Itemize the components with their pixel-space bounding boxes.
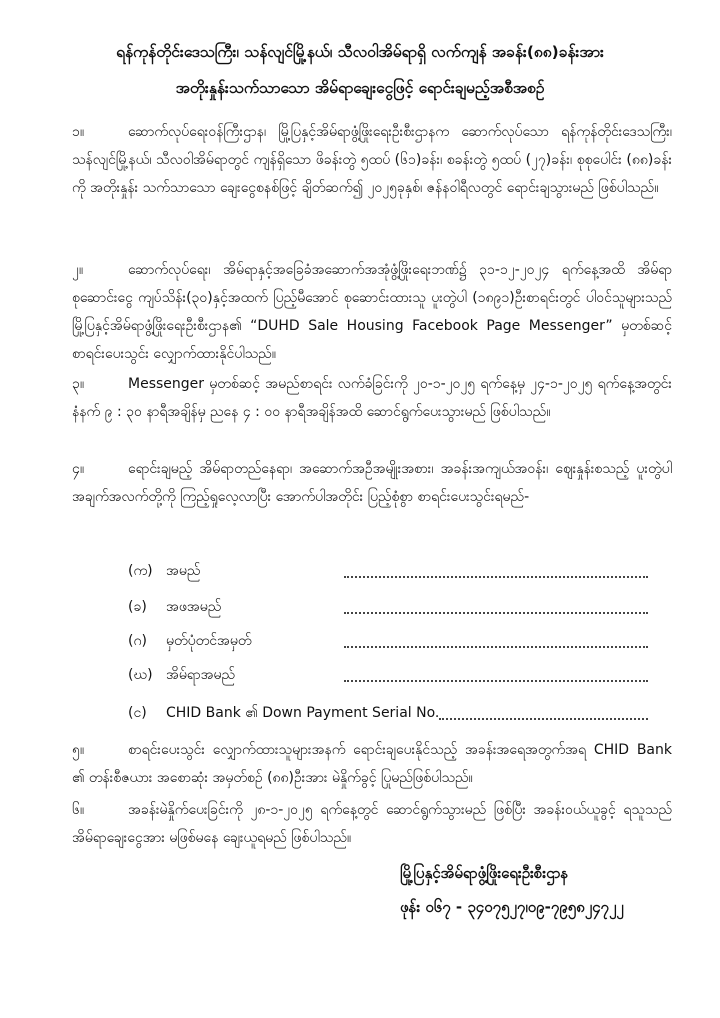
- form-field-father-name: [128, 592, 648, 618]
- field-letter: (င): [128, 705, 147, 721]
- field-label: အဖအမည်: [166, 599, 222, 615]
- paragraph-6: [72, 796, 672, 852]
- paragraph-number: ၄။: [72, 461, 85, 477]
- dotted-fill-line: [344, 600, 648, 614]
- paragraph-text: အခန်းမဲနှိုက်ပေးခြင်းကို ၂၈-၁-၂၀၂၅ ရက်နေ့တွင် ဆောင်ရွက်သွားမည် ဖြစ်ပြီး အခန်းဝယ်ယူခွင့် ရသူသည် အိမ်ရာချေးငွေအား မဖြစ်မနေ ချေးယူရမည် ဖြစ်ပါသည်။: [72, 802, 672, 846]
- paragraph-text: စာရင်းပေးသွင်း လျှောက်ထားသူများအနက် ရောင်းချပေးနိုင်သည့် အခန်းအရေအတွက်အရ CHID Bank ၏ တန်းစီဇယား အစောဆုံး အမှတ်စဉ် (၈၈)ဦးအား မဲနှိုက်ခွင့် ပြုမည်ဖြစ်ပါသည်။: [72, 742, 672, 786]
- paragraph-text: Messenger မှတစ်ဆင့် အမည်စာရင်း လက်ခံခြင်းကို ၂၀-၁-၂၀၂၅ ရက်နေ့မှ ၂၄-၁-၂၀၂၅ ရက်နေ့အတွင်း နံနက် ၉ : ၃၀ နာရီအချိန်မှ ညနေ ၄ : ၀၀ နာရီအချိန်အထိ ဆောင်ရွက်ပေးသွားမည် ဖြစ်ပါသည်။: [72, 376, 672, 420]
- paragraph-2: [72, 256, 672, 368]
- document-title-line-2: အတိုးနှုန်းသက်သာသော အိမ်ရာချေးငွေဖြင့် ရောင်းချမည့်အစီအစဉ်: [175, 79, 545, 97]
- field-letter: (ခ): [128, 599, 147, 615]
- paragraph-number: ၂။: [72, 262, 84, 278]
- field-letter: (ဃ): [128, 667, 153, 683]
- field-letter: (က): [128, 563, 153, 579]
- paragraph-number: ၁။: [72, 124, 85, 140]
- signature-department: မြို့ပြနှင့်အိမ်ရာဖွံ့ဖြိုးရေးဦးစီးဌာန: [400, 864, 569, 882]
- form-field-serial-no: [128, 698, 648, 724]
- dotted-fill-line: [344, 564, 648, 578]
- form-field-nrc-number: [128, 626, 648, 652]
- dotted-fill-line: [439, 706, 648, 720]
- dotted-fill-line: [344, 634, 648, 648]
- field-letter: (ဂ): [128, 633, 147, 649]
- form-field-name: [128, 556, 648, 582]
- field-label: အိမ်ရာအမည်: [166, 667, 236, 683]
- dotted-fill-line: [344, 668, 648, 682]
- paragraph-number: ၅။: [72, 742, 85, 758]
- signature-phone: ဖုန်း ၀၆၇ - ၃၄၀၇၅၂၇၊၀၉-၇၉၅၈၂၄၇၂၂: [400, 898, 624, 916]
- field-label: CHID Bank ၏ Down Payment Serial No.: [166, 705, 440, 721]
- paragraph-number: ၆။: [72, 802, 85, 818]
- field-label: မှတ်ပုံတင်အမှတ်: [166, 633, 252, 649]
- paragraph-number: ၃။: [72, 376, 85, 392]
- paragraph-text: ရောင်းချမည့် အိမ်ရာတည်နေရာ၊ အဆောက်အဦအမျိုးအစား၊ အခန်းအကျယ်အဝန်း၊ ဈေးနှုန်းစသည့် ပူးတွဲပါ အချက်အလက်တို့ကို ကြည့်ရှုလေ့လာပြီး အောက်ပါအတိုင်း ပြည့်စုံစွာ စာရင်းပေးသွင်းရမည်-: [72, 461, 672, 505]
- paragraph-text: ဆောက်လုပ်ရေးဝန်ကြီးဌာန၊ မြို့ပြနှင့်အိမ်ရာဖွံ့ဖြိုးရေးဦးစီးဌာနက ဆောက်လုပ်သော ရန်ကုန်တိုင်းဒေသကြီး၊ သန်လျင်မြို့နယ်၊ သီလဝါအိမ်ရာတွင် ကျန်ရှိသော ဖိခန်းတွဲ ၅ထပ် (၆၁)ခန်း၊ စခန်းတွဲ ၅ထပ် (၂၇)ခန်း၊ စုစုပေါင်း (၈၈)ခန်းကို အတိုးနှုန်း သက်သာသော ချေးငွေစနစ်ဖြင့် ချိတ်ဆက်၍ ၂၀၂၅ခုနှစ်၊ ဇန်နဝါရီလတွင် ရောင်းချသွားမည် ဖြစ်ပါသည်။: [72, 124, 672, 196]
- document-title-line-1: ရန်ကုန်တိုင်းဒေသကြီး၊ သန်လျင်မြို့နယ်၊ သီလဝါအိမ်ရာရှိ လက်ကျန် အခန်း(၈၈)ခန်းအား: [116, 43, 604, 61]
- paragraph-5: [72, 736, 672, 792]
- field-label: အမည်: [166, 563, 201, 579]
- form-field-housing-name: [128, 660, 648, 686]
- paragraph-4: [72, 455, 672, 511]
- paragraph-text: ဆောက်လုပ်ရေး၊ အိမ်ရာနှင့်အခြေခံအဆောက်အအုံဖွံ့ဖြိုးရေးဘဏ်၌ ၃၁-၁၂-၂၀၂၄ ရက်နေ့အထိ အိမ်ရာစုဆောင်းငွေ ကျပ်သိန်း(၃၀)နှင့်အထက် ပြည့်မီအောင် စုဆောင်းထားသူ ပူးတွဲပါ (၁၈၉၁)ဦးစာရင်းတွင် ပါဝင်သူများသည် မြို့ပြနှင့်အိမ်ရာဖွံ့ဖြိုးရေးဦးစီးဌာန၏ “DUHD Sale Housing Facebook Page Messenger” မှတစ်ဆင့် စာရင်းပေးသွင်း လျှောက်ထားနိုင်ပါသည်။: [72, 262, 672, 362]
- paragraph-3: [72, 370, 672, 426]
- paragraph-1: [72, 118, 672, 202]
